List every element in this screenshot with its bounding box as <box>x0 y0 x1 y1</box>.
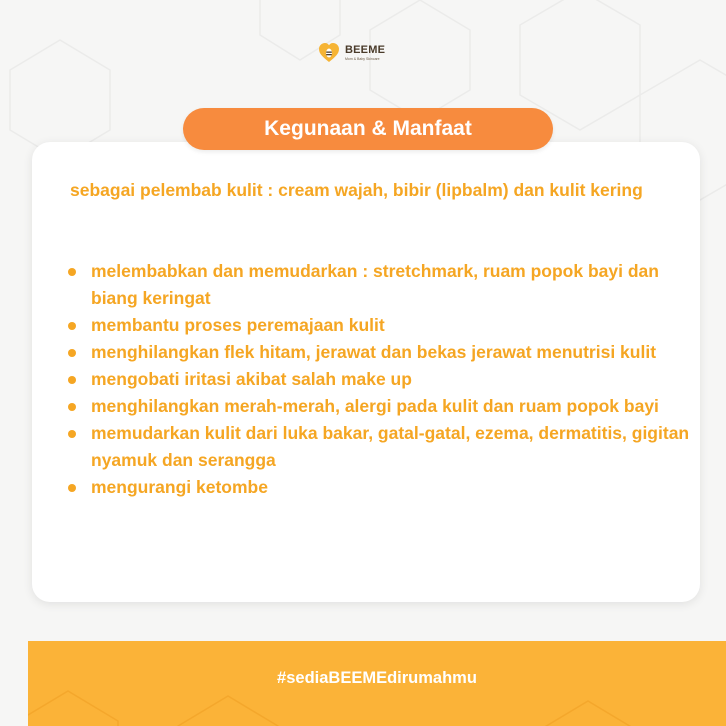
benefit-text: mengobati iritasi akibat salah make up <box>91 369 412 389</box>
footer-banner <box>28 641 726 726</box>
benefit-item <box>66 420 700 474</box>
bullet-icon <box>68 376 76 384</box>
brand-name: BEEME <box>345 43 386 56</box>
bullet-icon <box>68 349 76 357</box>
footer-hashtag: #sediaBEEMEdirumahmu <box>277 669 477 687</box>
bullet-icon <box>68 322 76 330</box>
benefit-text: memudarkan kulit dari luka bakar, gatal-gatal, ezema, dermatitis, gigitan nyamuk dan serangga <box>91 423 690 470</box>
heart-bee-icon <box>318 42 340 64</box>
brand-tagline: Mom & Baby Skincare <box>345 56 380 61</box>
benefit-text: melembabkan dan memudarkan : stretchmark, ruam popok bayi dan biang keringat <box>91 261 659 308</box>
benefit-item <box>66 258 700 312</box>
benefit-text: mengurangi ketombe <box>91 477 268 497</box>
benefit-list <box>66 258 700 501</box>
benefit-text: membantu proses peremajaan kulit <box>91 315 385 335</box>
benefit-text: menghilangkan flek hitam, jerawat dan bekas jerawat menutrisi kulit <box>91 342 657 362</box>
benefit-item <box>66 366 700 393</box>
intro-text: sebagai pelembab kulit : cream wajah, bibir (lipbalm) dan kulit kering <box>70 180 643 200</box>
benefit-item <box>66 393 700 420</box>
benefit-item <box>66 312 700 339</box>
bullet-icon <box>68 403 76 411</box>
bullet-icon <box>68 484 76 492</box>
section-title: Kegunaan & Manfaat <box>183 108 553 150</box>
bullet-icon <box>68 268 76 276</box>
benefit-item <box>66 474 700 501</box>
benefit-text: menghilangkan merah-merah, alergi pada kulit dan ruam popok bayi <box>91 396 659 416</box>
bullet-icon <box>68 430 76 438</box>
brand-logo <box>318 42 385 64</box>
benefit-item <box>66 339 700 366</box>
